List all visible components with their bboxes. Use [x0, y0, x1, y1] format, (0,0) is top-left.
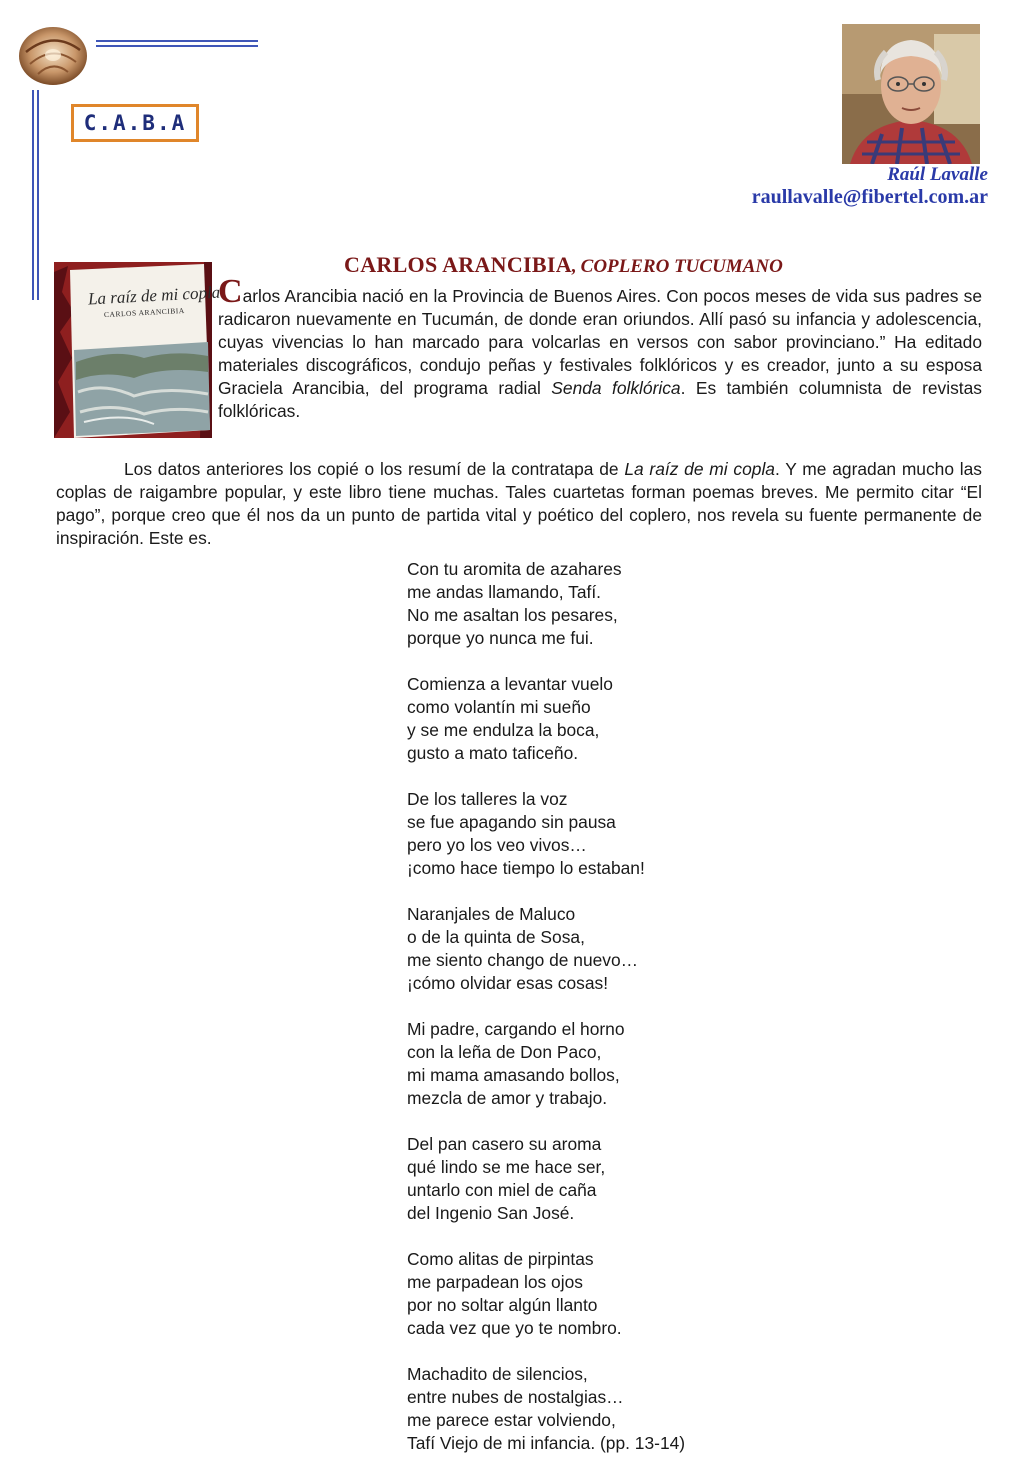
- poem-verse: me siento chango de nuevo…: [407, 950, 639, 970]
- poem-verse: qué lindo se me hace ser,: [407, 1157, 606, 1177]
- poem-stanza: [407, 788, 807, 880]
- poem-verse: Tafí Viejo de mi infancia. (pp. 13-14): [407, 1433, 686, 1453]
- poem-stanza: [407, 1018, 807, 1110]
- author-name: Raúl Lavalle: [887, 164, 988, 185]
- author-photo: [842, 24, 980, 164]
- poem-stanza: [407, 558, 807, 650]
- poem-verse: Mi padre, cargando el horno: [407, 1019, 625, 1039]
- poem-verse: me parpadean los ojos: [407, 1272, 583, 1292]
- book-cover-author: CARLOS ARANCIBIA: [103, 305, 185, 320]
- intro-text-a: arlos Arancibia nació en la Provincia de Buenos Aires. Con pocos meses de vida sus padres se radicaron nuevamente en Tucumán, de donde eran oriundos. Allí pasó su infancia y adolescencia, cuyas vivencias lo han marcado para volcarlas en versos con sabor provinciano.” Ha editado materiales discográficos, condujo peñas y festivales folklóricos y es creador, junto a su esposa Graciela Arancibia, del programa radial: [218, 286, 982, 398]
- poem-verse: y se me endulza la boca,: [407, 720, 600, 740]
- poem-verse: untarlo con miel de caña: [407, 1180, 597, 1200]
- author-email[interactable]: raullavalle@fibertel.com.ar: [751, 186, 988, 208]
- poem-verse: ¡como hace tiempo lo estaban!: [407, 858, 645, 878]
- poem-stanza: [407, 1363, 807, 1455]
- poem-verse: Con tu aromita de azahares: [407, 559, 622, 579]
- drop-cap: C: [218, 273, 243, 310]
- poem-verse: se fue apagando sin pausa: [407, 812, 616, 832]
- side-rule-1: [32, 90, 34, 300]
- poem-verse: gusto a mato taficeño.: [407, 743, 579, 763]
- poem-verse: entre nubes de nostalgias…: [407, 1387, 624, 1407]
- poem-verse: porque yo nunca me fui.: [407, 628, 594, 648]
- poem-verse: por no soltar algún llanto: [407, 1295, 598, 1315]
- poem-verse: mezcla de amor y trabajo.: [407, 1088, 608, 1108]
- title-main: CARLOS ARANCIBIA: [344, 252, 572, 277]
- poem-stanza: [407, 1133, 807, 1225]
- poem-verse: del Ingenio San José.: [407, 1203, 575, 1223]
- poem-verse: Comienza a levantar vuelo: [407, 674, 613, 694]
- para2-text-b: . Y me agradan mucho las coplas de raigambre popular, y este libro tiene muchas. Tales cuartetas forman poemas breves. Me permito citar “El pago”, porque creo que él nos da un punto de partida vital y poético del coplero, nos revela su fuente permanente de inspiración. Este es.: [56, 459, 983, 548]
- header-rule-2: [96, 45, 258, 47]
- poem-verse: o de la quinta de Sosa,: [407, 927, 585, 947]
- poem-verse: ¡cómo olvidar esas cosas!: [407, 973, 609, 993]
- intro-program-name: Senda folklórica: [551, 378, 681, 398]
- body-paragraph: [56, 458, 982, 550]
- para2-book-title: La raíz de mi copla: [624, 459, 775, 479]
- poem-verse: De los talleres la voz: [407, 789, 568, 809]
- poem-verse: mi mama amasando bollos,: [407, 1065, 620, 1085]
- side-rule-2: [37, 90, 39, 300]
- intro-paragraph: [218, 273, 982, 423]
- poem-verse: No me asaltan los pesares,: [407, 605, 618, 625]
- section-badge: C.A.B.A: [71, 104, 199, 142]
- poem-verse: pero yo los veo vivos…: [407, 835, 587, 855]
- poem-verse: Como alitas de pirpintas: [407, 1249, 594, 1269]
- title-comma: ,: [571, 256, 577, 277]
- intro-text-b: . Es también columnista de revistas folklóricas.: [218, 378, 982, 421]
- header-rule-1: [96, 40, 258, 42]
- poem: [407, 558, 807, 1455]
- poem-verse: con la leña de Don Paco,: [407, 1042, 602, 1062]
- poem-verse: me andas llamando, Tafí.: [407, 582, 601, 602]
- poem-stanza: [407, 903, 807, 995]
- title-subtitle: COPLERO TUCUMANO: [580, 256, 783, 277]
- poem-stanza: [407, 673, 807, 765]
- poem-verse: como volantín mi sueño: [407, 697, 591, 717]
- article-title: [344, 252, 783, 278]
- poem-verse: Del pan casero su aroma: [407, 1134, 602, 1154]
- para2-text-a: Los datos anteriores los copié o los resumí de la contratapa de: [124, 459, 625, 479]
- poem-verse: Machadito de silencios,: [407, 1364, 588, 1384]
- book-cover-title: La raíz de mi copla: [87, 282, 221, 309]
- book-cover: [54, 262, 221, 438]
- shell-logo-icon: [16, 22, 90, 88]
- poem-verse: me parece estar volviendo,: [407, 1410, 616, 1430]
- poem-stanza: [407, 1248, 807, 1340]
- poem-verse: Naranjales de Maluco: [407, 904, 576, 924]
- poem-verse: cada vez que yo te nombro.: [407, 1318, 622, 1338]
